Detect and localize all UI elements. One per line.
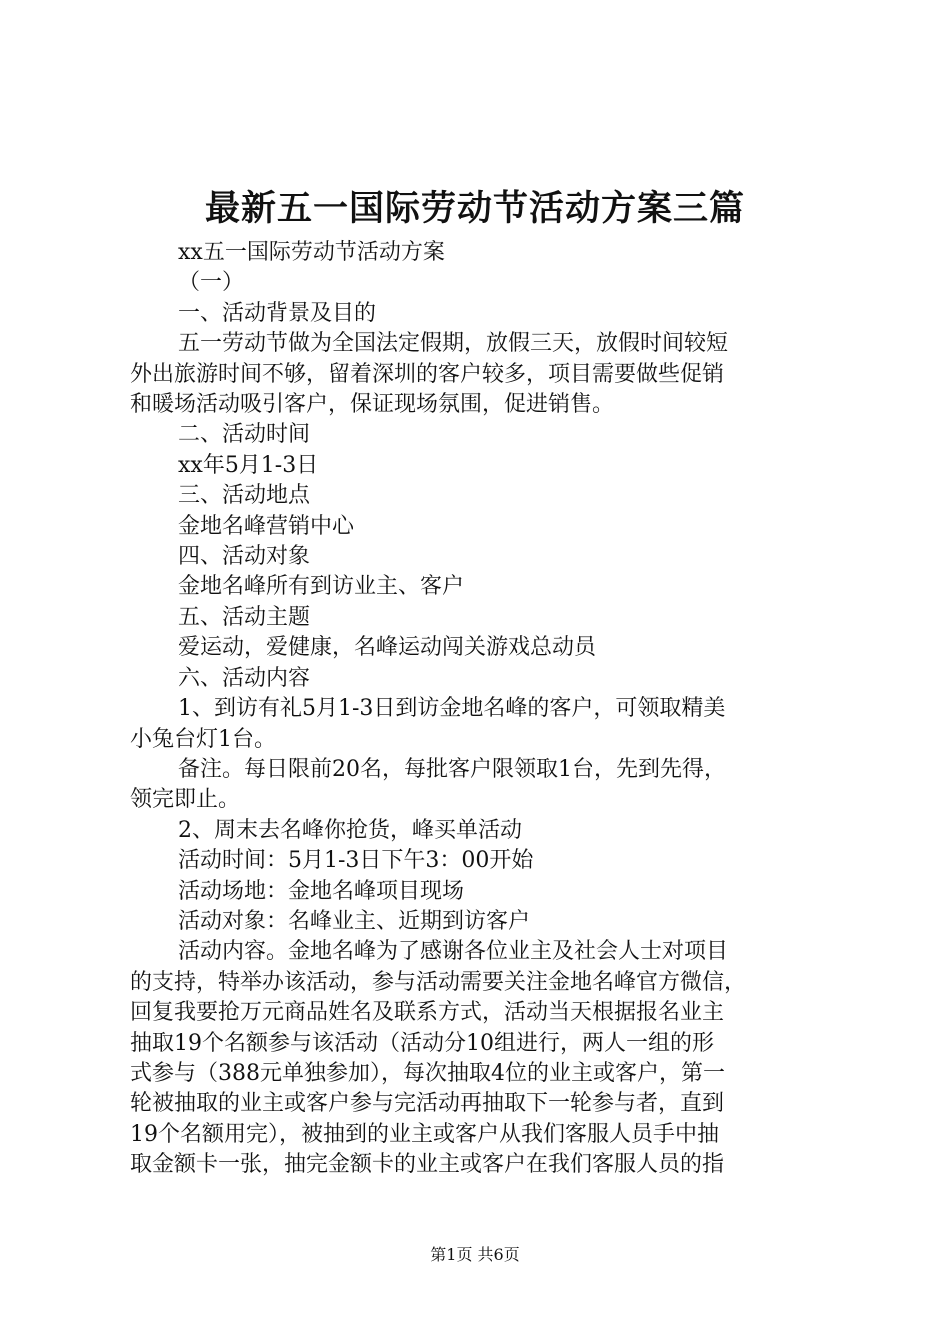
paragraph-line: 轮被抽取的业主或客户参与完活动再抽取下一轮参与者，直到: [130, 1091, 725, 1117]
paragraph-line: xx年5月1-3日: [178, 452, 319, 478]
section-heading: 四、活动对象: [178, 544, 311, 570]
section-heading: 二、活动时间: [178, 422, 311, 448]
paragraph-line: 外出旅游时间不够，留着深圳的客户较多，项目需要做些促销: [130, 361, 725, 387]
page-footer: 第1页 共6页: [430, 1245, 520, 1264]
document-subtitle: xx五一国际劳动节活动方案: [178, 240, 445, 265]
paragraph-line: 活动对象：名峰业主、近期到访客户: [178, 908, 531, 934]
paragraph-line: 领完即止。: [130, 787, 241, 813]
paragraph-line: 五一劳动节做为全国法定假期，放假三天，放假时间较短: [178, 331, 729, 357]
paragraph-line: 小兔台灯1台。: [130, 726, 276, 752]
paragraph-line: 的支持，特举办该活动，参与活动需要关注金地名峰官方微信，: [130, 969, 747, 995]
paragraph-line: 抽取19个名额参与该活动（活动分10组进行，两人一组的形: [130, 1030, 714, 1056]
paragraph-line: 金地名峰营销中心: [178, 513, 355, 539]
paragraph-line: 爱运动，爱健康，名峰运动闯关游戏总动员: [178, 635, 597, 661]
section-heading: 五、活动主题: [178, 604, 311, 630]
paragraph-line: 取金额卡一张，抽完金额卡的业主或客户在我们客服人员的指: [130, 1152, 725, 1178]
paragraph-line: 备注。每日限前20名，每批客户限领取1台，先到先得，: [178, 756, 726, 782]
paragraph-line: 19个名额用完），被抽到的业主或客户从我们客服人员手中抽: [130, 1121, 719, 1147]
paragraph-line: 活动场地：金地名峰项目现场: [178, 878, 465, 904]
section-heading: 六、活动内容: [178, 665, 311, 691]
section-heading: 一、活动背景及目的: [178, 300, 377, 326]
document-title: 最新五一国际劳动节活动方案三篇: [204, 188, 745, 229]
document-body: [130, 238, 830, 1181]
paragraph-line: 活动时间：5月1-3日下午3：00开始: [178, 848, 534, 874]
paragraph-line: 活动内容。金地名峰为了感谢各位业主及社会人士对项目: [178, 939, 729, 965]
paragraph-line: 2、周末去名峰你抢货，峰买单活动: [178, 817, 522, 843]
paragraph-line: 1、到访有礼5月1-3日到访金地名峰的客户，可领取精美: [178, 696, 726, 722]
paragraph-line: 回复我要抢万元商品姓名及联系方式，活动当天根据报名业主: [130, 1000, 725, 1026]
paragraph-line: 和暖场活动吸引客户，保证现场氛围，促进销售。: [130, 392, 615, 418]
paragraph-line: 金地名峰所有到访业主、客户: [178, 574, 465, 600]
paragraph-line: 式参与（388元单独参加），每次抽取4位的业主或客户，第一: [130, 1060, 725, 1086]
section-heading: 三、活动地点: [178, 483, 311, 509]
part-marker: （一）: [178, 270, 245, 296]
